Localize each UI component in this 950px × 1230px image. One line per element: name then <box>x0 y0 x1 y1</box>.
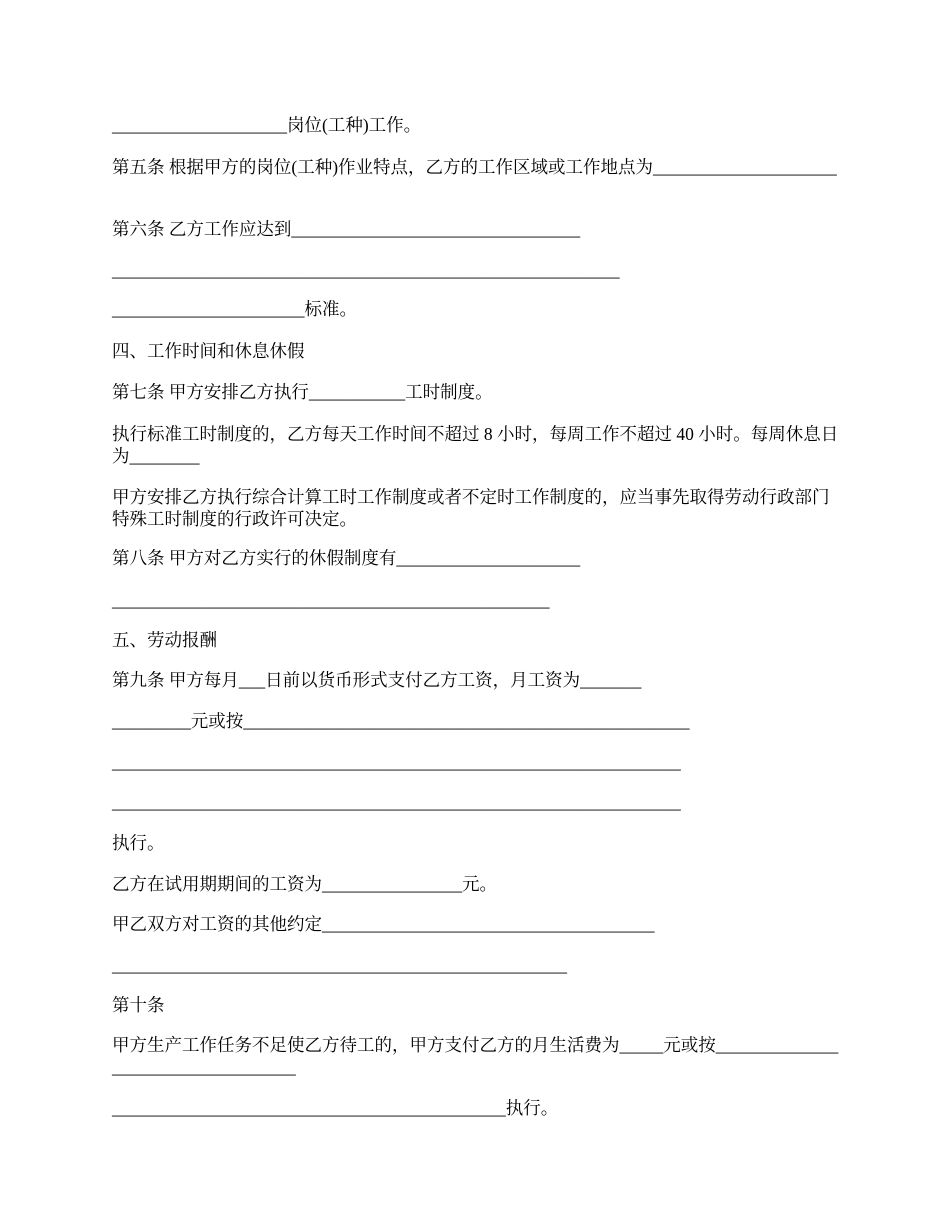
contract-line-post: ____________________岗位(工种)工作。 <box>112 115 422 135</box>
article-8-blank-line: __________________________________________________ <box>112 590 550 610</box>
article-9: 第九条 甲方每月___日前以货币形式支付乙方工资，月工资为_______ <box>112 670 642 690</box>
article-10-heading: 第十条 <box>112 995 165 1015</box>
article-6: 第六条 乙方工作应达到_________________________________ <box>112 219 581 239</box>
article-6-blank-line: __________________________________________________________ <box>112 260 620 280</box>
other-wage-agreement: 甲乙双方对工资的其他约定______________________________________ <box>112 914 655 934</box>
section-4-heading: 四、工作时间和休息休假 <box>112 341 305 361</box>
probation-wage: 乙方在试用期期间的工资为________________元。 <box>112 874 497 894</box>
article-6-standard: ______________________标准。 <box>112 299 357 319</box>
article-9-blank-line-2: _________________________________________________________________ <box>112 792 681 812</box>
article-10-paragraph: 甲方生产工作任务不足使乙方待工的，甲方支付乙方的月生活费为_____元或按___________________________________ <box>112 1035 839 1077</box>
article-7: 第七条 甲方安排乙方执行___________工时制度。 <box>112 382 493 402</box>
article-9-blank-line-1: _________________________________________________________________ <box>112 752 681 772</box>
special-hours-paragraph: 甲方安排乙方执行综合计算工时工作制度或者不定时工作制度的，应当事先取得劳动行政部门特殊工时制度的行政许可决定。 <box>112 487 830 529</box>
article-9-execute: 执行。 <box>112 833 165 853</box>
article-8: 第八条 甲方对乙方实行的休假制度有_____________________ <box>112 548 581 568</box>
other-wage-blank-line: ____________________________________________________ <box>112 955 567 975</box>
standard-hours-paragraph: 执行标准工时制度的，乙方每天工作时间不超过 8 小时，每周工作不超过 40 小时。每周休息日为________ <box>112 424 839 466</box>
article-9-wage-line: _________元或按___________________________________________________ <box>112 711 690 731</box>
section-5-heading: 五、劳动报酬 <box>112 630 217 650</box>
article-5: 第五条 根据甲方的岗位(工种)作业特点，乙方的工作区域或工作地点为_____________________ <box>112 157 837 177</box>
article-10-execute: _____________________________________________执行。 <box>112 1098 559 1118</box>
